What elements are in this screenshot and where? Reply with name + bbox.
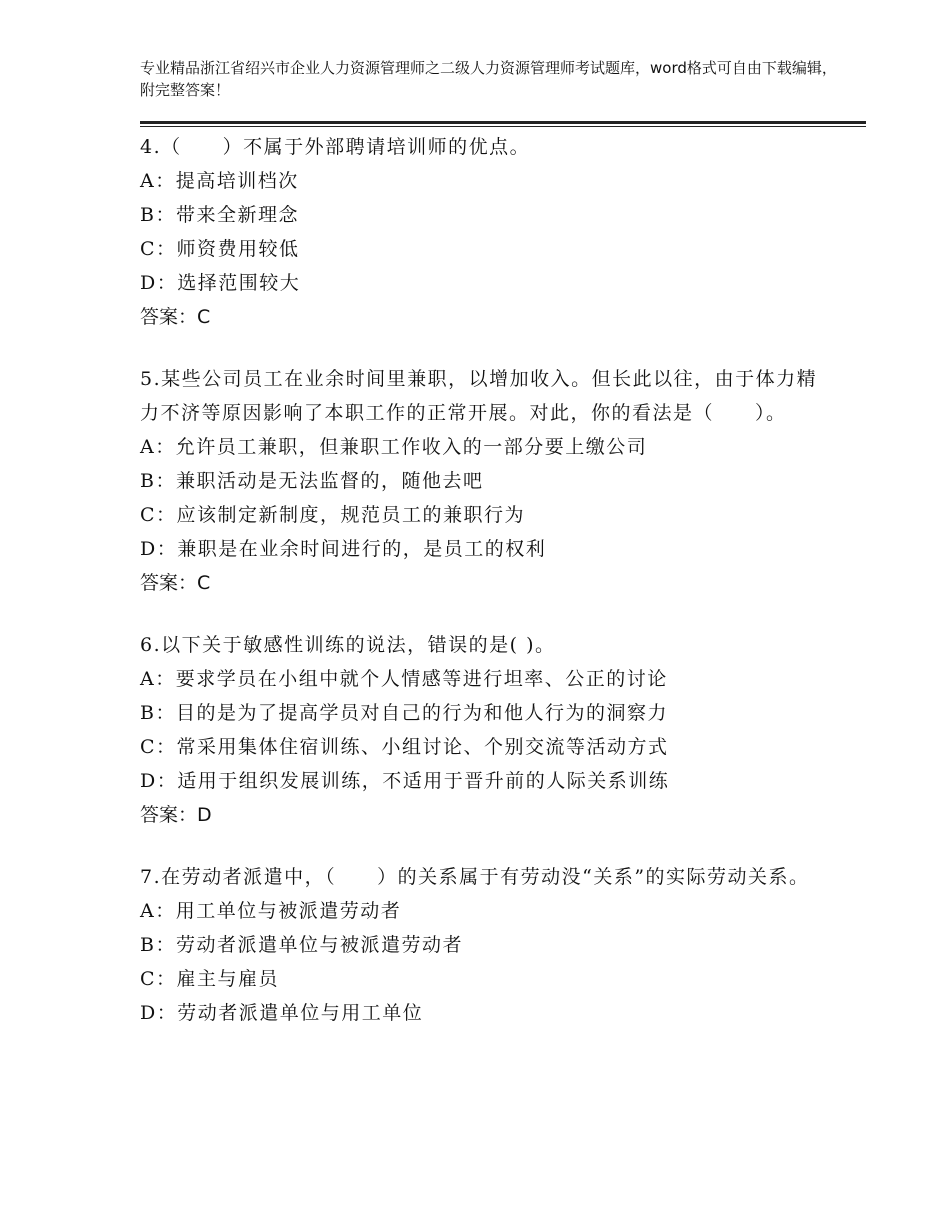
option-d: D：劳动者派遣单位与用工单位 — [140, 1002, 424, 1024]
question-stem: 5.某些公司员工在业余时间里兼职，以增加收入。但长此以往，由于体力精力不济等原因影响了本职工作的正常开展。对此，你的看法是（ ）。 — [140, 368, 818, 424]
question-stem: 6.以下关于敏感性训练的说法，错误的是( )。 — [140, 634, 556, 656]
page-header: 专业精品浙江省绍兴市企业人力资源管理师之二级人力资源管理师考试题库，word格式可自由下载编辑，附完整答案！ — [140, 59, 837, 99]
header-rule-thick — [140, 121, 866, 124]
option-c: C：师资费用较低 — [140, 238, 300, 260]
option-b: B：带来全新理念 — [140, 204, 299, 226]
answer-label: 答案：C — [140, 572, 211, 594]
option-d: D：兼职是在业余时间进行的，是员工的权利 — [140, 538, 547, 560]
option-a: A：允许员工兼职，但兼职工作收入的一部分要上缴公司 — [140, 436, 648, 458]
answer-label: 答案：C — [140, 306, 211, 328]
question-5 — [140, 362, 820, 600]
question-stem: 7.在劳动者派遣中，（ ）的关系属于有劳动没“关系”的实际劳动关系。 — [140, 866, 810, 888]
option-c: C：常采用集体住宿训练、小组讨论、个别交流等活动方式 — [140, 736, 669, 758]
question-6 — [140, 628, 820, 832]
question-7 — [140, 860, 820, 1030]
header-rule-thin — [140, 126, 866, 127]
option-a: A：提高培训档次 — [140, 170, 299, 192]
question-stem: 4.（ ）不属于外部聘请培训师的优点。 — [140, 136, 531, 158]
option-b: B：劳动者派遣单位与被派遣劳动者 — [140, 934, 463, 956]
question-4 — [140, 130, 820, 334]
option-d: D：选择范围较大 — [140, 272, 301, 294]
option-d: D：适用于组织发展训练，不适用于晋升前的人际关系训练 — [140, 770, 670, 792]
question-list — [140, 130, 820, 1058]
answer-label: 答案：D — [140, 804, 212, 826]
option-a: A：要求学员在小组中就个人情感等进行坦率、公正的讨论 — [140, 668, 668, 690]
option-b: B：目的是为了提高学员对自己的行为和他人行为的洞察力 — [140, 702, 668, 724]
option-c: C：应该制定新制度，规范员工的兼职行为 — [140, 504, 526, 526]
option-c: C：雇主与雇员 — [140, 968, 280, 990]
option-a: A：用工单位与被派遣劳动者 — [140, 900, 402, 922]
option-b: B：兼职活动是无法监督的，随他去吧 — [140, 470, 484, 492]
